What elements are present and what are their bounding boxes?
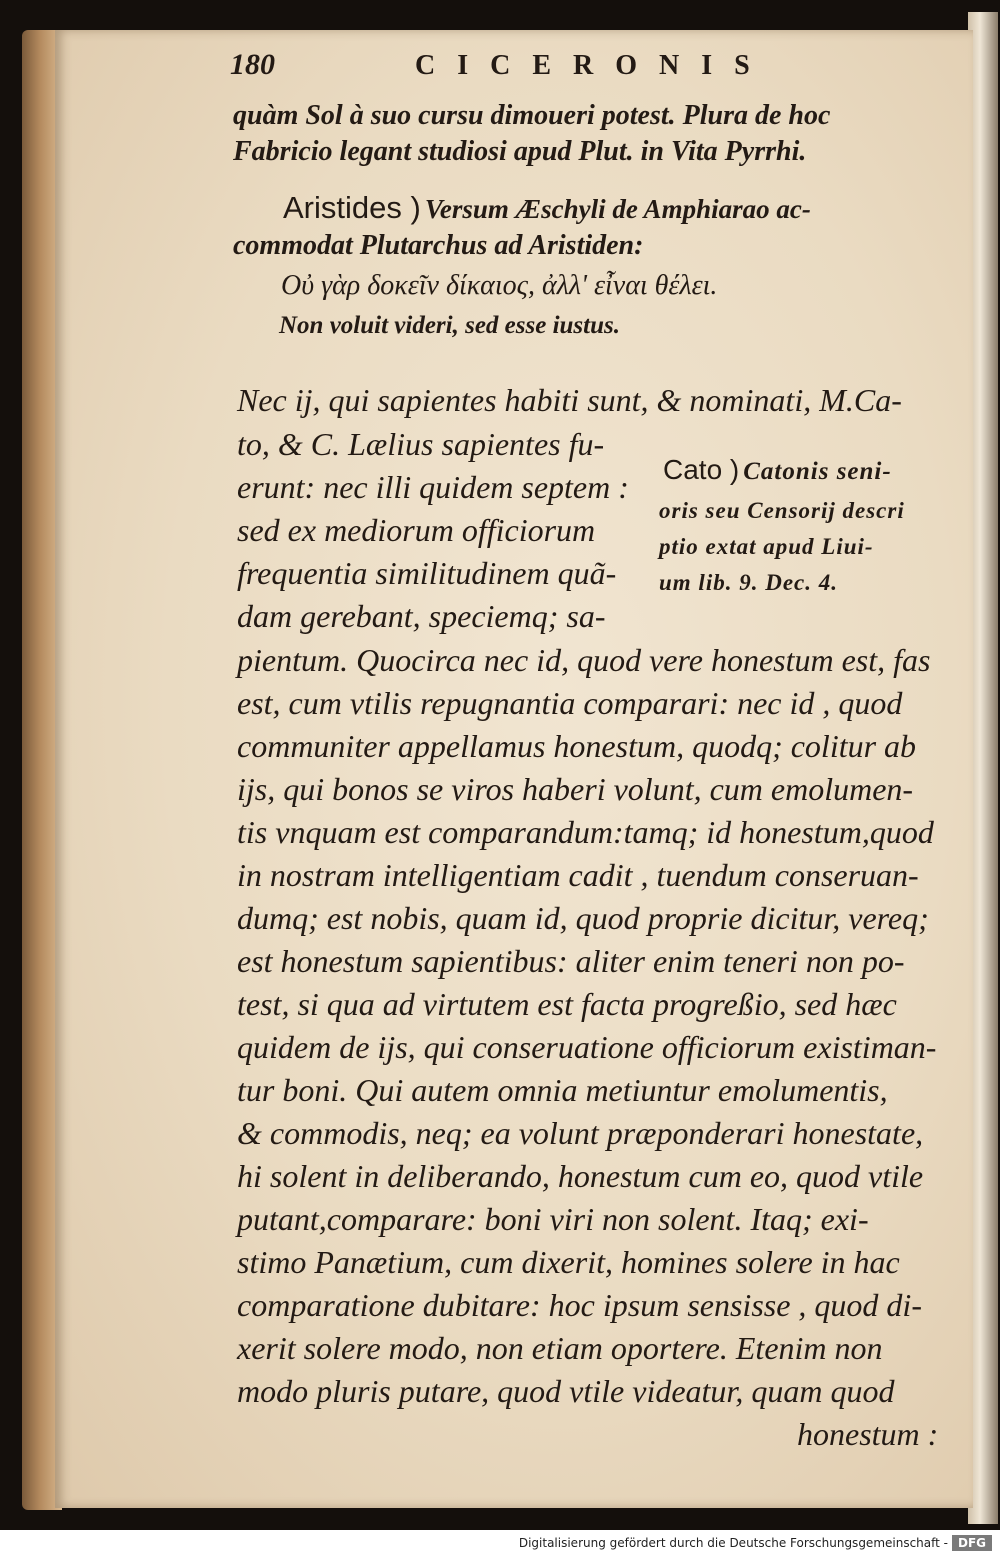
main-text-narrow-1: to, & C. Lælius sapientes fu- [237, 426, 605, 462]
main-text-line: est, cum vtilis repugnantia comparari: nec id , quod [237, 685, 903, 721]
main-text-line: communiter appellamus honestum, quodq; colitur ab [237, 728, 917, 764]
aristides-note-line-1 [283, 190, 811, 226]
main-text-narrow-2: erunt: nec illi quidem septem : [237, 469, 629, 505]
aristides-lemma: Aristides ) [283, 190, 421, 225]
main-text-line: comparatione dubitare: hoc ipsum sensisse , quod di- [237, 1287, 922, 1323]
top-note-line-1: quàm Sol à suo cursu dimoueri potest. Plura de hoc [233, 100, 831, 131]
side-note-lemma: Cato ) [663, 454, 740, 485]
main-text-line: quidem de ijs, qui conseruatione officiorum existiman- [237, 1029, 937, 1065]
book-page [55, 30, 973, 1508]
side-note-line-2: oris seu Censorij descri [659, 498, 905, 523]
main-text-line: ijs, qui bonos se viros haberi volunt, cum emolumen- [237, 771, 914, 807]
main-text-line: dumq; est nobis, quam id, quod proprie dicitur, vereq; [237, 900, 929, 936]
footer-bar [0, 1530, 1000, 1556]
aristides-text-2: commodat Plutarchus ad Aristiden: [233, 230, 644, 261]
main-text-line: xerit solere modo, non etiam oportere. Etenim non [237, 1330, 883, 1366]
page-header [55, 48, 973, 88]
main-text-line: stimo Panætium, cum dixerit, homines solere in hac [237, 1244, 900, 1280]
greek-quotation: Οὐ γὰρ δοκεῖν δίκαιος, ἀλλ' εἶναι θέλει. [281, 270, 718, 301]
side-note-line-1 [663, 454, 892, 486]
footer-credit: Digitalisierung gefördert durch die Deutsche Forschungsgemeinschaft - [518, 1536, 948, 1550]
main-text-line: putant,comparare: boni viri non solent. Itaq; exi- [237, 1201, 869, 1237]
main-text-line: est honestum sapientibus: aliter enim teneri non po- [237, 943, 905, 979]
side-note-line-3: ptio extat apud Liui- [659, 534, 874, 559]
latin-translation: Non voluit videri, sed esse iustus. [279, 312, 620, 339]
main-text-narrow-5: dam gerebant, speciemq; sa- [237, 598, 606, 634]
top-note-line-2: Fabricio legant studiosi apud Plut. in Vita Pyrrhi. [233, 136, 807, 167]
main-text-line-1: Nec ij, qui sapientes habiti sunt, & nominati, M.Ca- [237, 382, 902, 418]
main-text-line: tis vnquam est comparandum:tamq; id honestum,quod [237, 814, 934, 850]
page-number: 180 [230, 48, 275, 81]
main-text-line: test, si qua ad virtutem est facta progreßio, sed hæc [237, 986, 897, 1022]
aristides-text-1: Versum Æschyli de Amphiarao ac- [424, 194, 811, 224]
dfg-logo: DFG [952, 1535, 992, 1551]
main-text-line: & commodis, neq; ea volunt præponderari honestate, [237, 1115, 924, 1151]
main-text-line: in nostram intelligentiam cadit , tuendum conseruan- [237, 857, 919, 893]
main-text-line: pientum. Quocirca nec id, quod vere honestum est, fas [237, 642, 931, 678]
running-head: CICERONIS [415, 50, 772, 81]
side-note-line-4: um lib. 9. Dec. 4. [659, 570, 838, 595]
main-text-narrow-3: sed ex mediorum officiorum [237, 512, 596, 548]
main-text-line: modo pluris putare, quod vtile videatur, quam quod [237, 1373, 895, 1409]
side-note-text-1: Catonis seni- [743, 458, 892, 485]
main-text-line: hi solent in deliberando, honestum cum eo, quod vtile [237, 1158, 924, 1194]
main-text-line: tur boni. Qui autem omnia metiuntur emolumentis, [237, 1072, 888, 1108]
main-text-narrow-4: frequentia similitudinem quã- [237, 555, 617, 591]
catchword: honestum : [797, 1416, 939, 1452]
